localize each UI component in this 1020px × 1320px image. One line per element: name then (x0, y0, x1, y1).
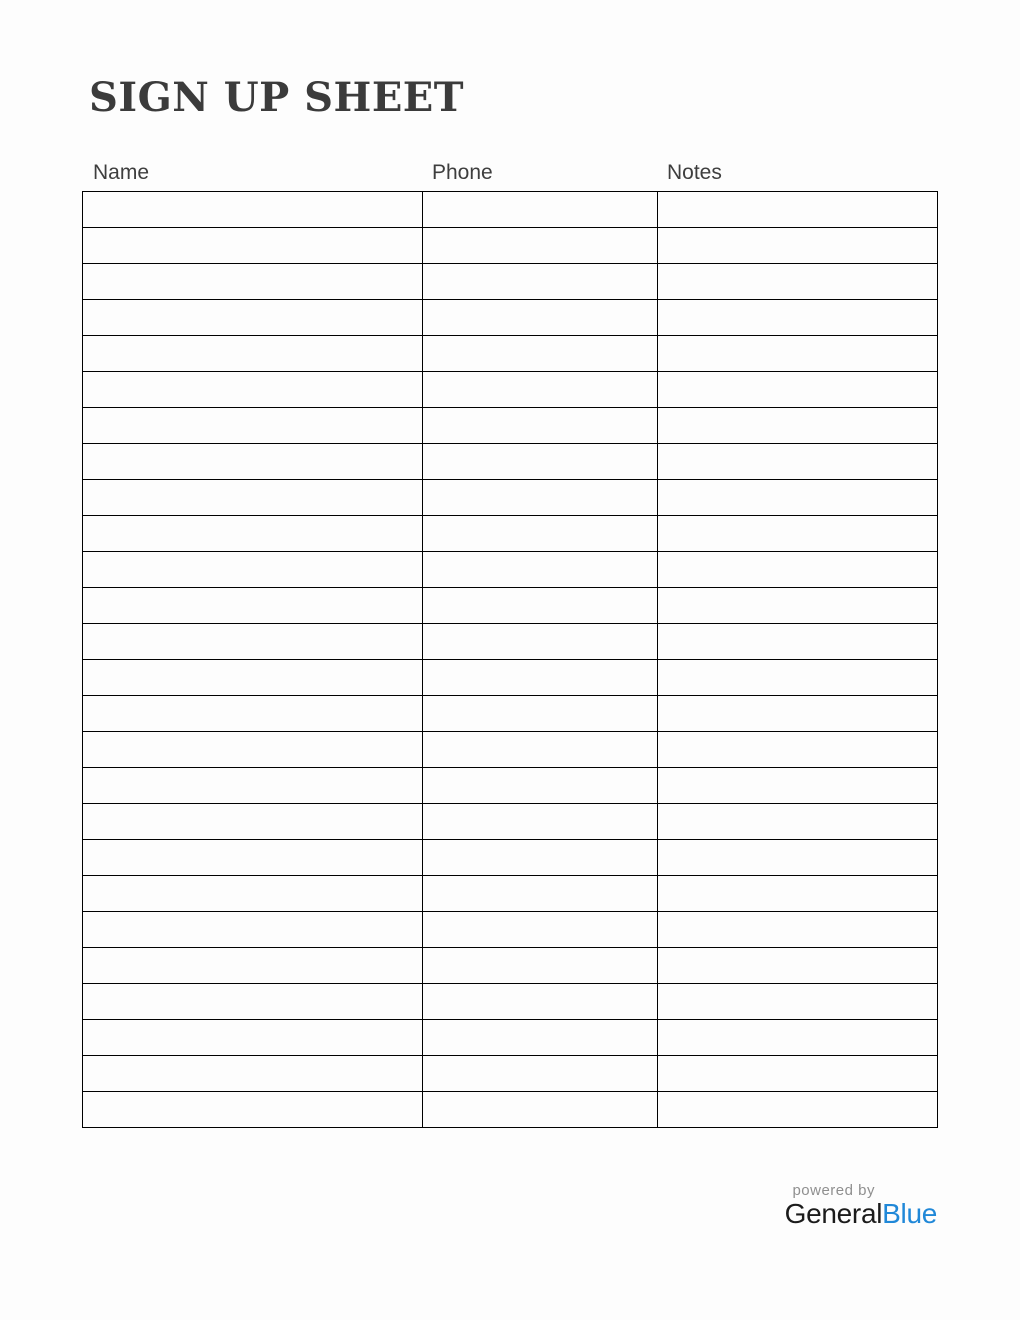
cell-name-row-11[interactable] (83, 552, 423, 588)
column-header-notes: Notes (667, 161, 722, 184)
cell-notes-row-21[interactable] (658, 912, 938, 948)
table-row (83, 1092, 938, 1128)
table-row (83, 912, 938, 948)
table-row (83, 228, 938, 264)
cell-notes-row-15[interactable] (658, 696, 938, 732)
cell-name-row-18[interactable] (83, 804, 423, 840)
cell-notes-row-23[interactable] (658, 984, 938, 1020)
cell-notes-row-8[interactable] (658, 444, 938, 480)
cell-notes-row-16[interactable] (658, 732, 938, 768)
cell-notes-row-13[interactable] (658, 624, 938, 660)
table-row (83, 768, 938, 804)
table-row (83, 264, 938, 300)
cell-notes-row-10[interactable] (658, 516, 938, 552)
cell-name-row-15[interactable] (83, 696, 423, 732)
cell-notes-row-26[interactable] (658, 1092, 938, 1128)
table-row (83, 1020, 938, 1056)
logo-text-general: General (784, 1198, 883, 1229)
signup-table-body (83, 192, 938, 1128)
cell-phone-row-1[interactable] (423, 192, 658, 228)
table-row (83, 696, 938, 732)
cell-notes-row-20[interactable] (658, 876, 938, 912)
table-row (83, 192, 938, 228)
cell-phone-row-10[interactable] (423, 516, 658, 552)
table-row (83, 732, 938, 768)
cell-phone-row-6[interactable] (423, 372, 658, 408)
table-row (83, 552, 938, 588)
cell-phone-row-4[interactable] (423, 300, 658, 336)
cell-phone-row-21[interactable] (423, 912, 658, 948)
cell-phone-row-19[interactable] (423, 840, 658, 876)
cell-notes-row-4[interactable] (658, 300, 938, 336)
cell-name-row-14[interactable] (83, 660, 423, 696)
cell-phone-row-14[interactable] (423, 660, 658, 696)
table-row (83, 336, 938, 372)
cell-name-row-24[interactable] (83, 1020, 423, 1056)
cell-phone-row-5[interactable] (423, 336, 658, 372)
cell-notes-row-14[interactable] (658, 660, 938, 696)
cell-notes-row-9[interactable] (658, 480, 938, 516)
cell-phone-row-22[interactable] (423, 948, 658, 984)
cell-phone-row-23[interactable] (423, 984, 658, 1020)
cell-name-row-23[interactable] (83, 984, 423, 1020)
cell-phone-row-3[interactable] (423, 264, 658, 300)
cell-phone-row-11[interactable] (423, 552, 658, 588)
footer (785, 1183, 937, 1228)
cell-name-row-16[interactable] (83, 732, 423, 768)
cell-notes-row-6[interactable] (658, 372, 938, 408)
cell-name-row-4[interactable] (83, 300, 423, 336)
cell-notes-row-24[interactable] (658, 1020, 938, 1056)
cell-name-row-5[interactable] (83, 336, 423, 372)
cell-name-row-12[interactable] (83, 588, 423, 624)
table-row (83, 948, 938, 984)
cell-notes-row-7[interactable] (658, 408, 938, 444)
cell-notes-row-2[interactable] (658, 228, 938, 264)
cell-phone-row-18[interactable] (423, 804, 658, 840)
cell-notes-row-25[interactable] (658, 1056, 938, 1092)
table-row (83, 840, 938, 876)
cell-notes-row-12[interactable] (658, 588, 938, 624)
table-row (83, 444, 938, 480)
cell-name-row-10[interactable] (83, 516, 423, 552)
cell-name-row-9[interactable] (83, 480, 423, 516)
cell-name-row-13[interactable] (83, 624, 423, 660)
logo-text-blue: Blue (882, 1198, 937, 1229)
cell-name-row-26[interactable] (83, 1092, 423, 1128)
cell-name-row-22[interactable] (83, 948, 423, 984)
column-headers (82, 160, 937, 190)
cell-name-row-25[interactable] (83, 1056, 423, 1092)
cell-name-row-1[interactable] (83, 192, 423, 228)
cell-phone-row-13[interactable] (423, 624, 658, 660)
cell-name-row-21[interactable] (83, 912, 423, 948)
cell-phone-row-17[interactable] (423, 768, 658, 804)
cell-phone-row-15[interactable] (423, 696, 658, 732)
cell-name-row-17[interactable] (83, 768, 423, 804)
table-row (83, 660, 938, 696)
column-header-name: Name (93, 161, 150, 184)
cell-name-row-6[interactable] (83, 372, 423, 408)
page-title: SIGN UP SHEET (89, 74, 465, 121)
cell-phone-row-2[interactable] (423, 228, 658, 264)
cell-notes-row-19[interactable] (658, 840, 938, 876)
cell-notes-row-1[interactable] (658, 192, 938, 228)
powered-by-label: powered by (792, 1182, 875, 1199)
table-row (83, 588, 938, 624)
cell-phone-row-25[interactable] (423, 1056, 658, 1092)
table-row (83, 984, 938, 1020)
generalblue-logo[interactable] (785, 1200, 937, 1228)
cell-notes-row-17[interactable] (658, 768, 938, 804)
cell-phone-row-7[interactable] (423, 408, 658, 444)
cell-notes-row-5[interactable] (658, 336, 938, 372)
cell-phone-row-26[interactable] (423, 1092, 658, 1128)
cell-phone-row-8[interactable] (423, 444, 658, 480)
table-row (83, 300, 938, 336)
cell-notes-row-22[interactable] (658, 948, 938, 984)
table-row (83, 372, 938, 408)
table-row (83, 624, 938, 660)
cell-name-row-20[interactable] (83, 876, 423, 912)
cell-phone-row-9[interactable] (423, 480, 658, 516)
cell-name-row-2[interactable] (83, 228, 423, 264)
cell-phone-row-20[interactable] (423, 876, 658, 912)
cell-notes-row-18[interactable] (658, 804, 938, 840)
table-row (83, 408, 938, 444)
cell-phone-row-24[interactable] (423, 1020, 658, 1056)
cell-name-row-19[interactable] (83, 840, 423, 876)
cell-notes-row-11[interactable] (658, 552, 938, 588)
cell-name-row-8[interactable] (83, 444, 423, 480)
column-header-phone: Phone (432, 161, 493, 184)
cell-notes-row-3[interactable] (658, 264, 938, 300)
signup-table (82, 191, 938, 1128)
table-row (83, 480, 938, 516)
cell-name-row-7[interactable] (83, 408, 423, 444)
cell-name-row-3[interactable] (83, 264, 423, 300)
table-row (83, 804, 938, 840)
table-row (83, 876, 938, 912)
cell-phone-row-16[interactable] (423, 732, 658, 768)
table-row (83, 516, 938, 552)
table-row (83, 1056, 938, 1092)
cell-phone-row-12[interactable] (423, 588, 658, 624)
